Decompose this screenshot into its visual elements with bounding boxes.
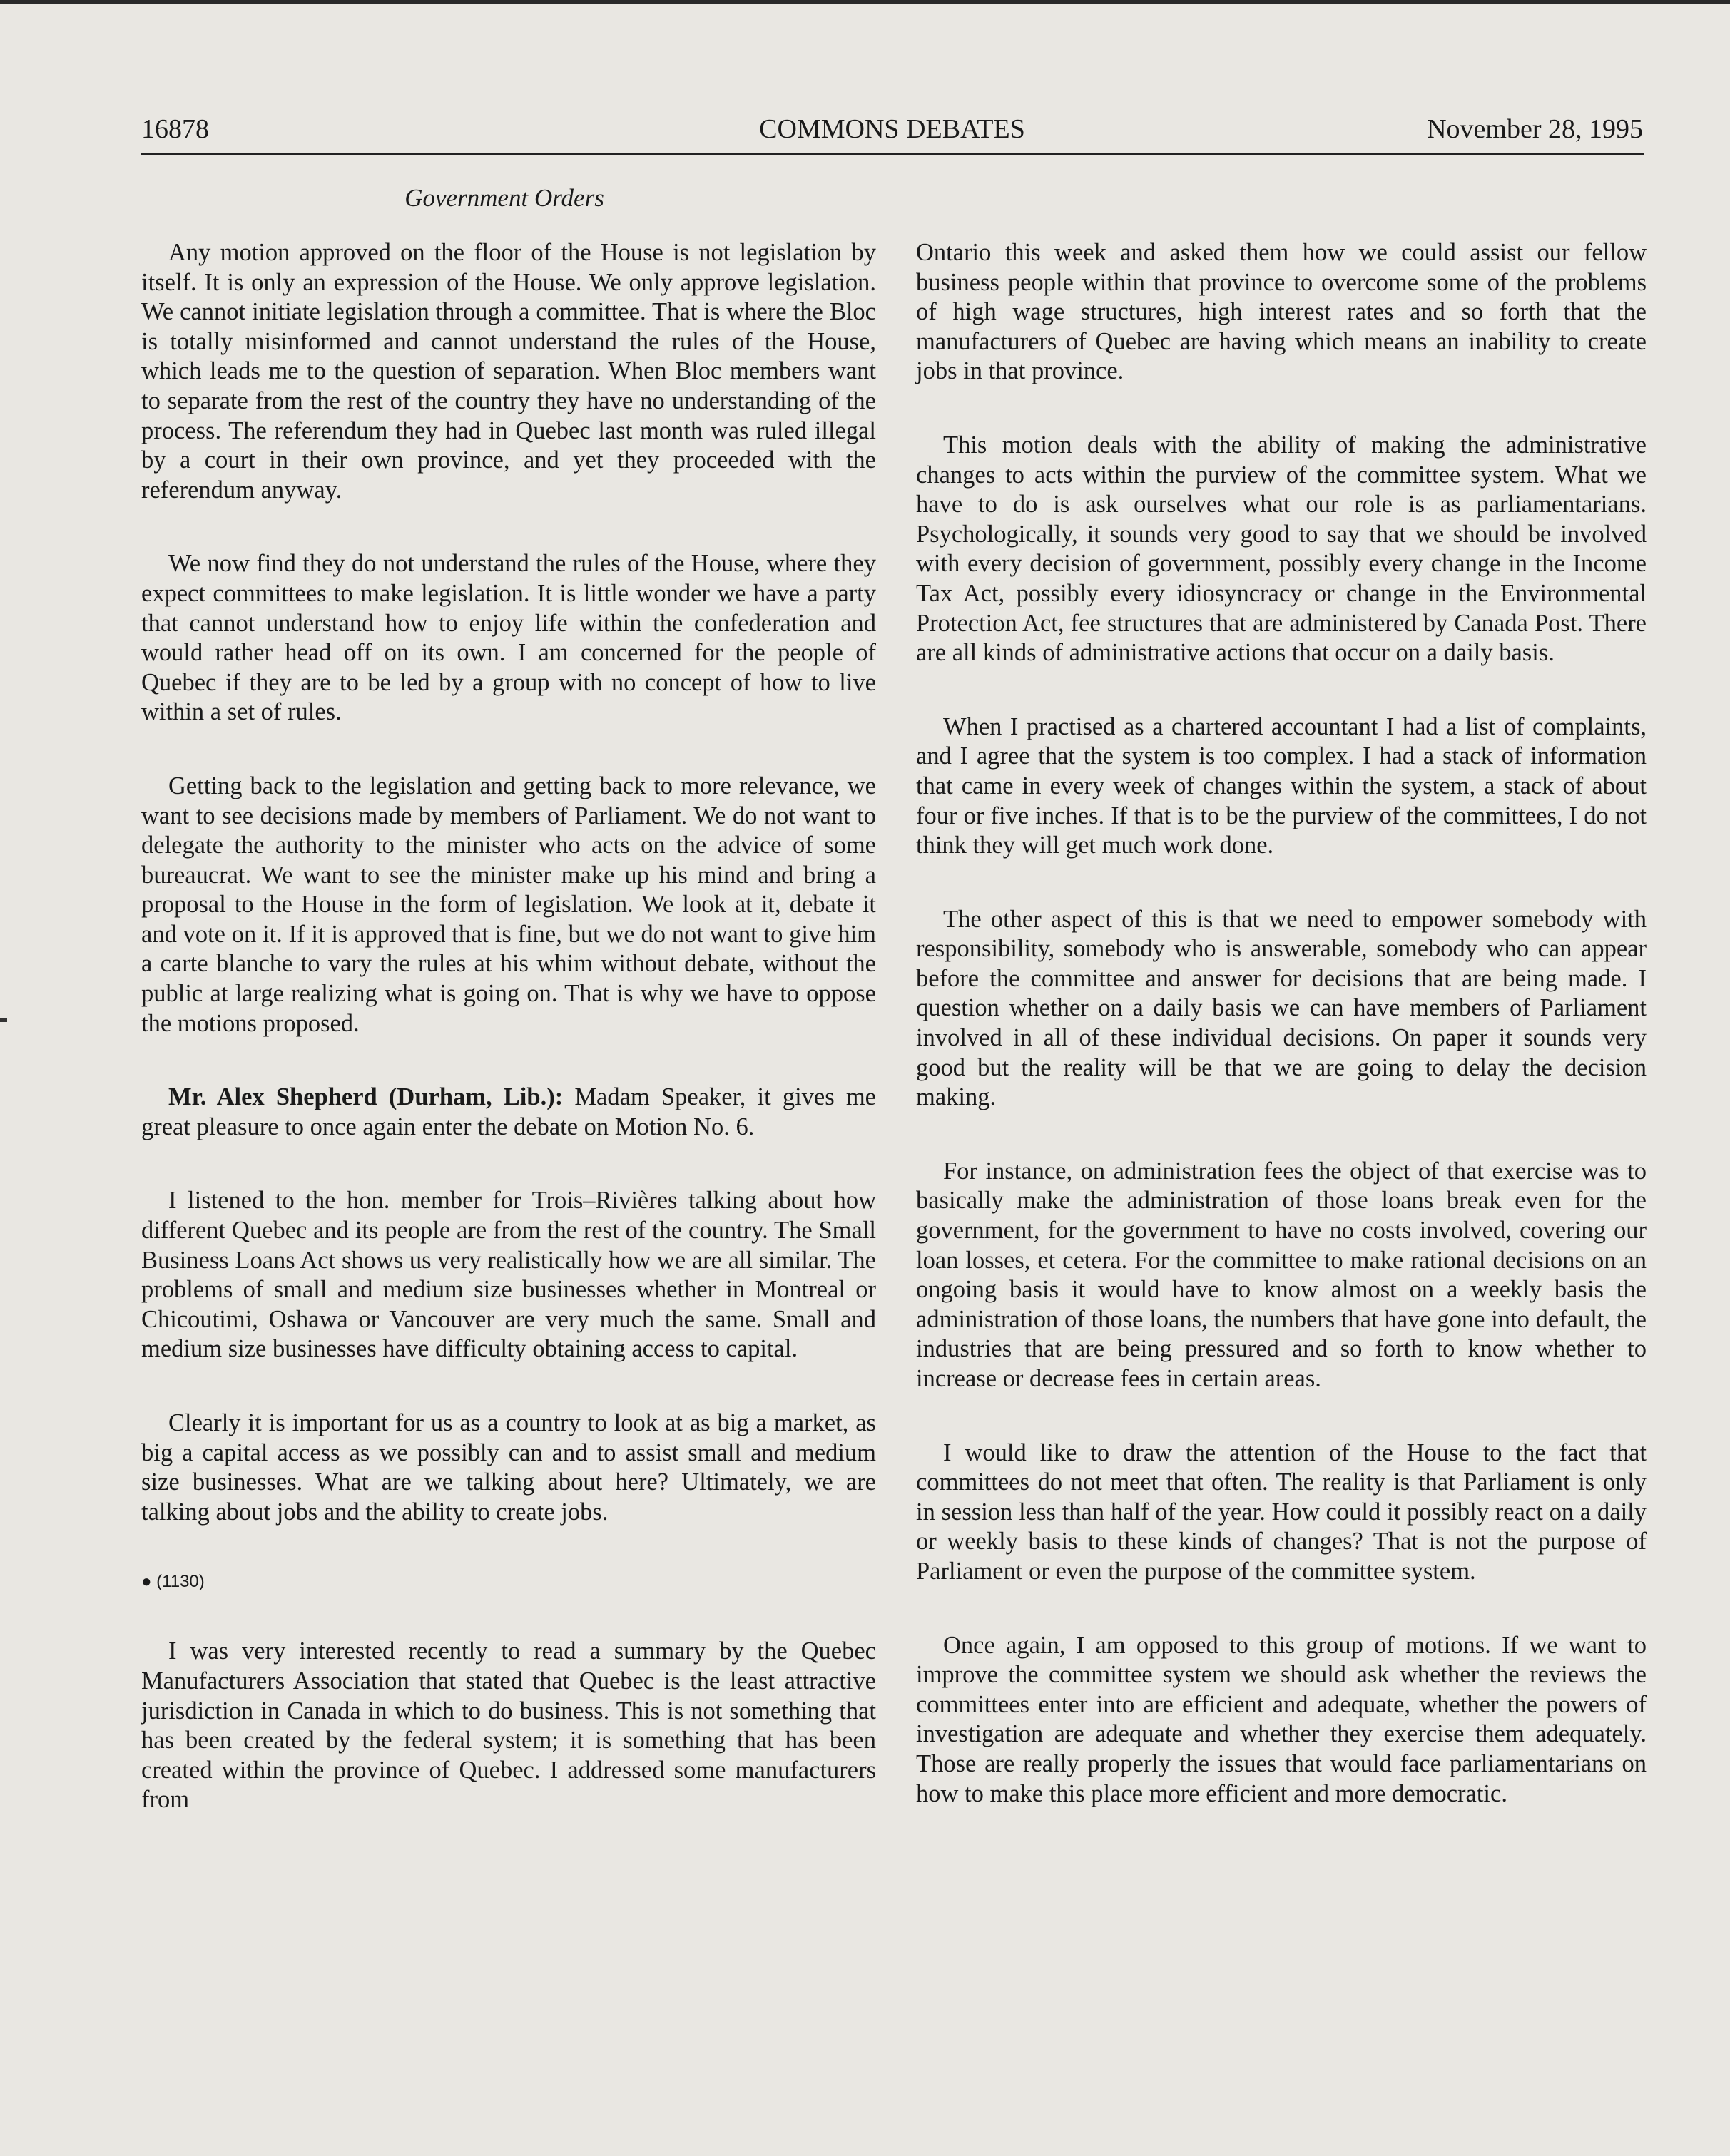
page-header <box>141 111 1643 153</box>
paragraph: Any motion approved on the floor of the House is not legislation by itself. It is only an expression of the House. We only approve legislation. We cannot initiate legislation through a committee. That is where the Bloc is totally misinformed and cannot understand the rules of the House, which leads me to the question of separation. When Bloc members want to separate from the rest of the country they have no understanding of the process. The referendum they had in Quebec last month was ruled illegal by a court in their own province, and yet they proceeded with the referendum anyway. <box>141 239 876 504</box>
paragraph: Clearly it is important for us as a country to look at as big a market, as big a capital access as we possibly can and to assist small and medium size businesses. What are we talking about here? Ultimately, we are talking about jobs and the ability to create jobs. <box>141 1409 876 1526</box>
paragraph: The other aspect of this is that we need to empower somebody with responsibility, somebody who is answerable, somebody who can appear before the committee and answer for decisions that are being made. I question whether on a daily basis we can have members of Parliament involved in all of these individual decisions. On paper it sounds very good but the reality will be that we are going to delay the decision making. <box>916 905 1647 1111</box>
paragraph: When I practised as a chartered accountant I had a list of complaints, and I agree that the system is too complex. I had a stack of information that came in every week of changes within the system, a stack of about four or five inches. If that is to be the purview of the committees, I do not think they will get much work done. <box>916 712 1647 859</box>
time-marker: ● (1130) <box>141 1572 205 1592</box>
header-rule <box>141 153 1644 155</box>
speaker-text: Madam Speaker, it gives me great pleasure to once again enter the debate on Motion No. 6. <box>141 1083 876 1140</box>
speaker-name: Mr. Alex Shepherd (Durham, Lib.): <box>168 1083 564 1111</box>
publication-title: COMMONS DEBATES <box>759 114 1025 144</box>
speaker-paragraph <box>141 1083 876 1142</box>
scan-margin-mark <box>0 1018 7 1022</box>
paragraph: I listened to the hon. member for Trois–Rivières talking about how different Quebec and its people are from the rest of the country. The Small Business Loans Act shows us very realistically how we are all similar. The problems of small and medium size businesses whether in Montreal or Chicoutimi, Oshawa or Vancouver are very much the same. Small and medium size businesses have difficulty obtaining access to capital. <box>141 1187 876 1363</box>
paragraph: Once again, I am opposed to this group of motions. If we want to improve the committee system we should ask whether the reviews the committees enter into are efficient and adequate, whether the powers of investigation are adequate and whether they exercise them adequately. Those are really properly the issues that would face parliamentarians on how to make this place more efficient and more democratic. <box>916 1631 1647 1807</box>
left-column <box>141 238 876 1859</box>
paragraph: For instance, on administration fees the object of that exercise was to basically make the administration of those loans break even for the government, for the government to have no costs involved, covering our loan losses, et cetera. For the committee to make rational decisions on an ongoing basis it would have to know almost on a weekly basis the administration of those loans, the numbers that have gone into default, the industries that are being pressured and so forth to know whether to increase or decrease fees in certain areas. <box>916 1157 1647 1392</box>
paragraph: We now find they do not understand the rules of the House, where they expect committees to make legislation. It is little wonder we have a party that cannot understand how to enjoy life within the confederation and would rather head off on its own. I am concerned for the people of Quebec if they are to be led by a group with no concept of how to live within a set of rules. <box>141 550 876 726</box>
scan-top-edge <box>0 0 1730 4</box>
paragraph: This motion deals with the ability of making the administrative changes to acts within the purview of the committee system. What we have to do is ask ourselves what our role is as parliamentarians. Psychologically, it sounds very good to say that we should be involved with every decision of government, possibly every change in the Income Tax Act, possibly every idiosyncracy or change in the Environmental Protection Act, fee structures that are administered by Canada Post. There are all kinds of administrative actions that occur on a daily basis. <box>916 431 1647 667</box>
paragraph: I was very interested recently to read a summary by the Quebec Manufacturers Association that stated that Quebec is the least attractive jurisdiction in Canada in which to do business. This is not something that has been created by the federal system; it is something that has been created within the province of Quebec. I addressed some manufacturers from <box>141 1638 876 1814</box>
paragraph: Getting back to the legislation and getting back to more relevance, we want to see decisions made by members of Parliament. We do not want to delegate the authority to the minister who acts on the advice of some bureaucrat. We want to see the minister make up his mind and bring a proposal to the House in the form of legislation. We look at it, debate it and vote on it. If it is approved that is fine, but we do not want to give him a carte blanche to vary the rules at his whim without debate, without the public at large realizing what is going on. That is why we have to oppose the motions proposed. <box>141 772 876 1037</box>
paragraph-continued: Ontario this week and asked them how we could assist our fellow business people within that province to overcome some of the problems of high wage structures, high interest rates and so forth that the manufacturers of Quebec are having which means an inability to create jobs in that province. <box>916 239 1647 385</box>
publication-date: November 28, 1995 <box>1427 114 1643 144</box>
paragraph: I would like to draw the attention of the House to the fact that committees do not meet that often. The reality is that Parliament is only in session less than half of the year. How could it possibly react on a daily or weekly basis to these kinds of changes? That is not the purpose of Parliament or even the purpose of the committee system. <box>916 1439 1647 1585</box>
right-column <box>916 238 1647 1853</box>
page-number: 16878 <box>141 114 209 144</box>
section-title: Government Orders <box>404 184 604 212</box>
